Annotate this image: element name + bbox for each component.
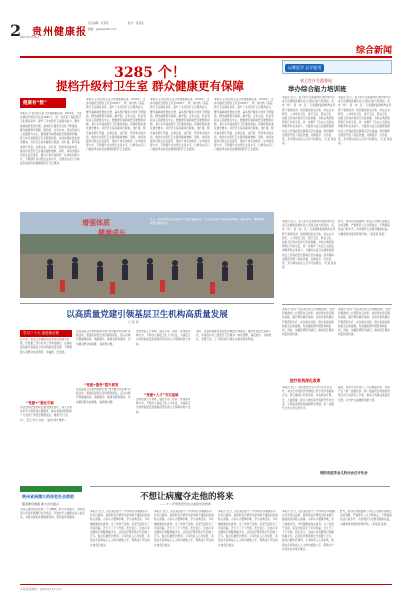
right-story3-body: 据悉，本次年会还进行了分会换届选举，选举产生了新一届委员会。新一届委员会将团结带领全市儿科医务工作者，推动儿科事业高质量发展，为守护儿童健康贡献力量。 xyxy=(338,386,390,402)
right-story2-title: 贵阳市医学会儿科分会召开年会 xyxy=(320,471,368,475)
feature-body-3: 全县基层卫生机构积极开展“我为群众办实事”实践活动，组建家庭医生签约服务团队，深入村寨开展健康体检、慢病随访、健康宣教等服务，切实解决群众看病难、看病贵问题。 xyxy=(76,330,131,346)
promo-sub: 服务群众健康 助力乡村振兴 xyxy=(22,502,59,506)
right-col-rule xyxy=(282,304,392,305)
bottom-story-headline: 不想让病魔夺走他的将来 xyxy=(140,492,234,502)
page-number: 2 xyxy=(10,21,22,40)
footer-note: 本版投稿邮箱：gzjkb@163.com xyxy=(20,587,62,591)
feature-body-4: 坚持党管人才原则，通过引进、培养、使用等多种方式，不断壮大基层卫生人才队伍，为基层卫生机构高质量发展提供坚实的人才保障和智力支持。 xyxy=(136,330,191,346)
promo-bar xyxy=(20,486,82,492)
photo-caption: 近日，黔东南州某县民族中学开展大课间活动，学生们在操场上跳起民族舞蹈，锻炼身体、增强体质，展现出青春活力。 xyxy=(150,218,267,225)
feature-banner: 学习二十大 奋进新征程 xyxy=(20,330,72,337)
feature-intro: 近年来，某县卫生健康系统坚持以党建为引领，把党建工作与业务工作深度融合，以高质量党建引领基层卫生机构高质量发展，不断增强人民群众的获得感、幸福感、安全感。 xyxy=(20,338,72,354)
lead-body-col3: 本报讯 记者日前从省卫生健康委获悉，2022年，全省共提档升级村卫生室3285个，进一步改善了基层医疗卫生服务条件，提升了乡村医疗卫生服务能力，群众看病就医更加方便，基本医疗服务可及性不断提高，群众健康更有保障。据介绍，去年以来，我省坚持以人民健康为中心，聚焦群众看病就医急难愁盼问题，着力补齐基层医疗卫生服务短板。各地按照标准化建设要求，对村卫生室房屋进行新建、改扩建，配齐基本医疗设备，完善诊室、治疗室、药房等功能布局，推动乡村医疗卫生服务提质增效。同时，持续加强乡村医生队伍建设，通过订单定向培养、在岗培训等方式，不断提升乡村医生业务水平，让群众在家门口就能享受到优质便捷的医疗卫生服务。 xyxy=(150,98,210,152)
bottom-story-col4: 本报讯 近日，家住某县的十八岁男孩小李被确诊为急性白血病，高昂的治疗费用让原本就不富裕的家庭陷入困境。小李从小懂事孝顺，学习成绩优异，今年刚刚参加完高考。为了给孩子治病，家里已经花光了所有积蓄，还欠下了不少外债。医生表示，目前小李需要进行骨髓移植手术，后续治疗费用预计还需数十万元。面对巨额医疗费用，小李的家人心急如焚，希望社会各界爱心人士伸出援助之手，帮助这个年轻的生命度过难关。 xyxy=(282,510,335,551)
feature-sub1: “党建+”强化引领 xyxy=(26,401,54,405)
side-story-kicker: 省卫生计生监督局 xyxy=(300,78,332,83)
bottom-story-col3: 本报讯 近日，家住某县的十八岁男孩小李被确诊为急性白血病，高昂的治疗费用让原本就不富裕的家庭陷入困境。小李从小懂事孝顺，学习成绩优异，今年刚刚参加完高考。为了给孩子治病，家里已经花光了所有积蓄，还欠下了不少外债。医生表示，目前小李需要进行骨髓移植手术，后续治疗费用预计还需数十万元。面对巨额医疗费用，小李的家人心急如焚，希望社会各界爱心人士伸出援助之手，帮助这个年轻的生命度过难关。 xyxy=(218,510,278,547)
photo-overlay-line2: 健康成长 xyxy=(98,228,126,237)
feature-top-rule xyxy=(20,303,274,304)
feature-body-5: 同时，该县积极推进紧密型县域医共体建设，推动优质医疗资源下沉，实现县乡村三级医疗卫生服务一体化管理，基层首诊、双向转诊、急慢分治、上下联动的分级诊疗格局逐步形成。 xyxy=(196,330,272,342)
feature-sub2: “党建+服务”提升质效 xyxy=(84,383,119,387)
feature-body-4b: 坚持党管人才原则，通过引进、培养、使用等多种方式，不断壮大基层卫生人才队伍，为基层卫生机构高质量发展提供坚实的人才保障和智力支持。 xyxy=(136,398,191,414)
promo-title: 贵州省洲潭大药房老社会救助 xyxy=(22,494,74,499)
right-story1-body: 本报讯 为进一步深化医药卫生体制改革，某市积极推进公立医院综合改革，持续优化医疗服务流程，提升群众就医体验。各医疗机构通过开展预约诊疗、优化就诊流程、推行检查检验结果互认等措施，有效缩短群众就医等候时间。同时，加强医德医风建设，推动医疗服务质量持续改善。 xyxy=(282,308,335,337)
bottom-story-rule xyxy=(90,486,390,487)
feature-byline: □ 某 某 xyxy=(128,320,139,324)
promo-body: 为深入贯彻落实党的二十大精神，助力乡村振兴，贵州省某大药房积极履行社会责任，开展老年人健康关爱公益活动，为群众提供免费健康咨询、用药指导等服务。 xyxy=(20,508,85,520)
photo-overlay-line1: 增强体质 xyxy=(82,218,110,227)
editor-line-2: 版式：某某某 xyxy=(128,22,144,25)
right-story1-title: 医疗机构深化改革 xyxy=(290,378,321,383)
feature-body-3b: 全县基层卫生机构积极开展“我为群众办实事”实践活动，组建家庭医生签约服务团队，深入村寨开展健康体检、慢病随访、健康宣教等服务，切实解决群众看病难、看病贵问题。 xyxy=(76,388,131,404)
side-story-label: 以赛促学 以学促用 xyxy=(285,64,324,72)
editor-line-1: 责任编辑：某某某 xyxy=(88,22,109,25)
right-story1-body-b: 本报讯 为进一步深化医药卫生体制改革，某市积极推进公立医院综合改革，持续优化医疗服务流程，提升群众就医体验。各医疗机构通过开展预约诊疗、优化就诊流程、推行检查检验结果互认等措施，有效缩短群众就医等候时间。同时，加强医德医风建设，推动医疗服务质量持续改善。 xyxy=(338,308,391,337)
right-col-text-b: 此外，培训还特别强调了执法人员要牢固树立法治思维，严格规范公正文明执法，不断提高依法行政水平，切实维护人民群众健康权益，为健康贵州建设保驾护航。（某某某 某某） xyxy=(338,220,390,236)
edition-date: 2023年1月18日 xyxy=(20,36,40,39)
email-line: 邮箱：gzjkb@163.com xyxy=(88,28,117,31)
lead-headline-number: 3285 个！ xyxy=(114,65,186,81)
newspaper-masthead: 贵州健康报 xyxy=(32,27,87,38)
news-photo xyxy=(20,212,274,298)
side-story-label-box xyxy=(282,60,392,74)
bottom-story-col2: 本报讯 近日，家住某县的十八岁男孩小李被确诊为急性白血病，高昂的治疗费用让原本就不富裕的家庭陷入困境。小李从小懂事孝顺，学习成绩优异，今年刚刚参加完高考。为了给孩子治病，家里已经花光了所有积蓄，还欠下了不少外债。医生表示，目前小李需要进行骨髓移植手术，后续治疗费用预计还需数十万元。面对巨额医疗费用，小李的家人心急如焚，希望社会各界爱心人士伸出援助之手，帮助这个年轻的生命度过难关。 xyxy=(154,510,214,547)
side-story-body-col2: 本报讯 近日，省卫生计生监督局在贵阳举办全省卫生健康监督执法人员综合能力培训班，各市（州）、县（市、区）卫生健康监督机构业务骨干参加培训。培训围绕依法行政、执法文书规范、公共场所卫生、医疗卫生、职业卫生、放射卫生等内容进行系统讲解，并结合典型案例进行分析交流，进一步提升了执法人员的法律素养和业务能力，为推进全省卫生健康监督执法工作高质量发展奠定坚实基础。培训期间还组织开展了技能竞赛，以赛促学、以学促用，充分调动执法人员学习积极性。（记者 某某某） xyxy=(338,96,392,146)
bottom-story-col5: 此外，培训还特别强调了执法人员要牢固树立法治思维，严格规范公正文明执法，不断提高依法行政水平，切实维护人民群众健康权益，为健康贵州建设保驾护航。（某某某 某某） xyxy=(340,510,392,526)
lead-body-col2: 本报讯 记者日前从省卫生健康委获悉，2022年，全省共提档升级村卫生室3285个，进一步改善了基层医疗卫生服务条件，提升了乡村医疗卫生服务能力，群众看病就医更加方便，基本医疗服务可及性不断提高，群众健康更有保障。据介绍，去年以来，我省坚持以人民健康为中心，聚焦群众看病就医急难愁盼问题，着力补齐基层医疗卫生服务短板。各地按照标准化建设要求，对村卫生室房屋进行新建、改扩建，配齐基本医疗设备，完善诊室、治疗室、药房等功能布局，推动乡村医疗卫生服务提质增效。同时，持续加强乡村医生队伍建设，通过订单定向培养、在岗培训等方式，不断提升乡村医生业务水平，让群众在家门口就能享受到优质便捷的医疗卫生服务。 xyxy=(86,98,146,152)
bottom-story-col1: 本报讯 近日，家住某县的十八岁男孩小李被确诊为急性白血病，高昂的治疗费用让原本就不富裕的家庭陷入困境。小李从小懂事孝顺，学习成绩优异，今年刚刚参加完高考。为了给孩子治病，家里已经花光了所有积蓄，还欠下了不少外债。医生表示，目前小李需要进行骨髓移植手术，后续治疗费用预计还需数十万元。面对巨额医疗费用，小李的家人心急如焚，希望社会各界爱心人士伸出援助之手，帮助这个年轻的生命度过难关。 xyxy=(90,510,150,547)
lead-body-col4: 本报讯 记者日前从省卫生健康委获悉，2022年，全省共提档升级村卫生室3285个，进一步改善了基层医疗卫生服务条件，提升了乡村医疗卫生服务能力，群众看病就医更加方便，基本医疗服务可及性不断提高，群众健康更有保障。据介绍，去年以来，我省坚持以人民健康为中心，聚焦群众看病就医急难愁盼问题，着力补齐基层医疗卫生服务短板。各地按照标准化建设要求，对村卫生室房屋进行新建、改扩建，配齐基本医疗设备，完善诊室、治疗室、药房等功能布局，推动乡村医疗卫生服务提质增效。同时，持续加强乡村医生队伍建设，通过订单定向培养、在岗培训等方式，不断提升乡村医生业务水平，让群众在家门口就能享受到优质便捷的医疗卫生服务。 xyxy=(214,98,274,152)
right-col-text-a: 本报讯 近日，省卫生计生监督局在贵阳举办全省卫生健康监督执法人员综合能力培训班，各市（州）、县（市、区）卫生健康监督机构业务骨干参加培训。培训围绕依法行政、执法文书规范、公共场所卫生、医疗卫生、职业卫生、放射卫生等内容进行系统讲解，并结合典型案例进行分析交流，进一步提升了执法人员的法律素养和业务能力，为推进全省卫生健康监督执法工作高质量发展奠定坚实基础。培训期间还组织开展了技能竞赛，以赛促学、以学促用，充分调动执法人员学习积极性。（记者 某某某） xyxy=(282,220,336,270)
feature-sub3: “党建+人才”夯实基础 xyxy=(144,393,179,397)
bottom-story-subhead: ——十八岁男孩患急性白血病急需救助 xyxy=(160,502,212,506)
lead-body-col1: 本报讯 记者日前从省卫生健康委获悉，2022年，全省共提档升级村卫生室3285个，进一步改善了基层医疗卫生服务条件，提升了乡村医疗卫生服务能力，群众看病就医更加方便，基本医疗服务可及性不断提高，群众健康更有保障。据介绍，去年以来，我省坚持以人民健康为中心，聚焦群众看病就医急难愁盼问题，着力补齐基层医疗卫生服务短板。各地按照标准化建设要求，对村卫生室房屋进行新建、改扩建，配齐基本医疗设备，完善诊室、治疗室、药房等功能布局，推动乡村医疗卫生服务提质增效。同时，持续加强乡村医生队伍建设，通过订单定向培养、在岗培训等方式，不断提升乡村医生业务水平，让群众在家门口就能享受到优质便捷的医疗卫生服务。 xyxy=(20,112,82,166)
header-rule xyxy=(20,56,392,58)
section-title: 综合新闻 xyxy=(355,46,392,56)
feature-headline: 以高质量党建引领基层卫生机构高质量发展 xyxy=(66,310,228,320)
side-story-body-col1: 本报讯 近日，省卫生计生监督局在贵阳举办全省卫生健康监督执法人员综合能力培训班，各市（州）、县（市、区）卫生健康监督机构业务骨干参加培训。培训围绕依法行政、执法文书规范、公共场所卫生、医疗卫生、职业卫生、放射卫生等内容进行系统讲解，并结合典型案例进行分析交流，进一步提升了执法人员的法律素养和业务能力，为推进全省卫生健康监督执法工作高质量发展奠定坚实基础。培训期间还组织开展了技能竞赛，以赛促学、以学促用，充分调动执法人员学习积极性。（记者 某某某） xyxy=(282,96,336,146)
footer-rule xyxy=(20,584,392,585)
right-story2-body: 本报讯 近日，贵阳市医学会儿科分会年会召开，来自全市各医疗机构的儿科专家学者参加会议。会议围绕儿科常见病、多发病诊疗规范，儿童保健，新生儿救治等内容展开学术交流，分享临床经验和最新研究进展，进一步提升全市儿科诊疗水平。 xyxy=(282,386,334,411)
feature-body-2: 该县坚持把党的政治建设摆在首位，深入开展党史学习教育和主题教育，推动各级党组织和广大党员干部坚定理想信念，增强“四个意识”、坚定“四个自信”、做到“两个维护”。 xyxy=(20,406,72,422)
lead-tag: 健康有“数” xyxy=(20,98,66,108)
side-story-headline: 举办综合能力培训班 xyxy=(288,85,347,93)
lead-headline: 提档升级村卫生室 群众健康更有保障 xyxy=(55,79,244,93)
